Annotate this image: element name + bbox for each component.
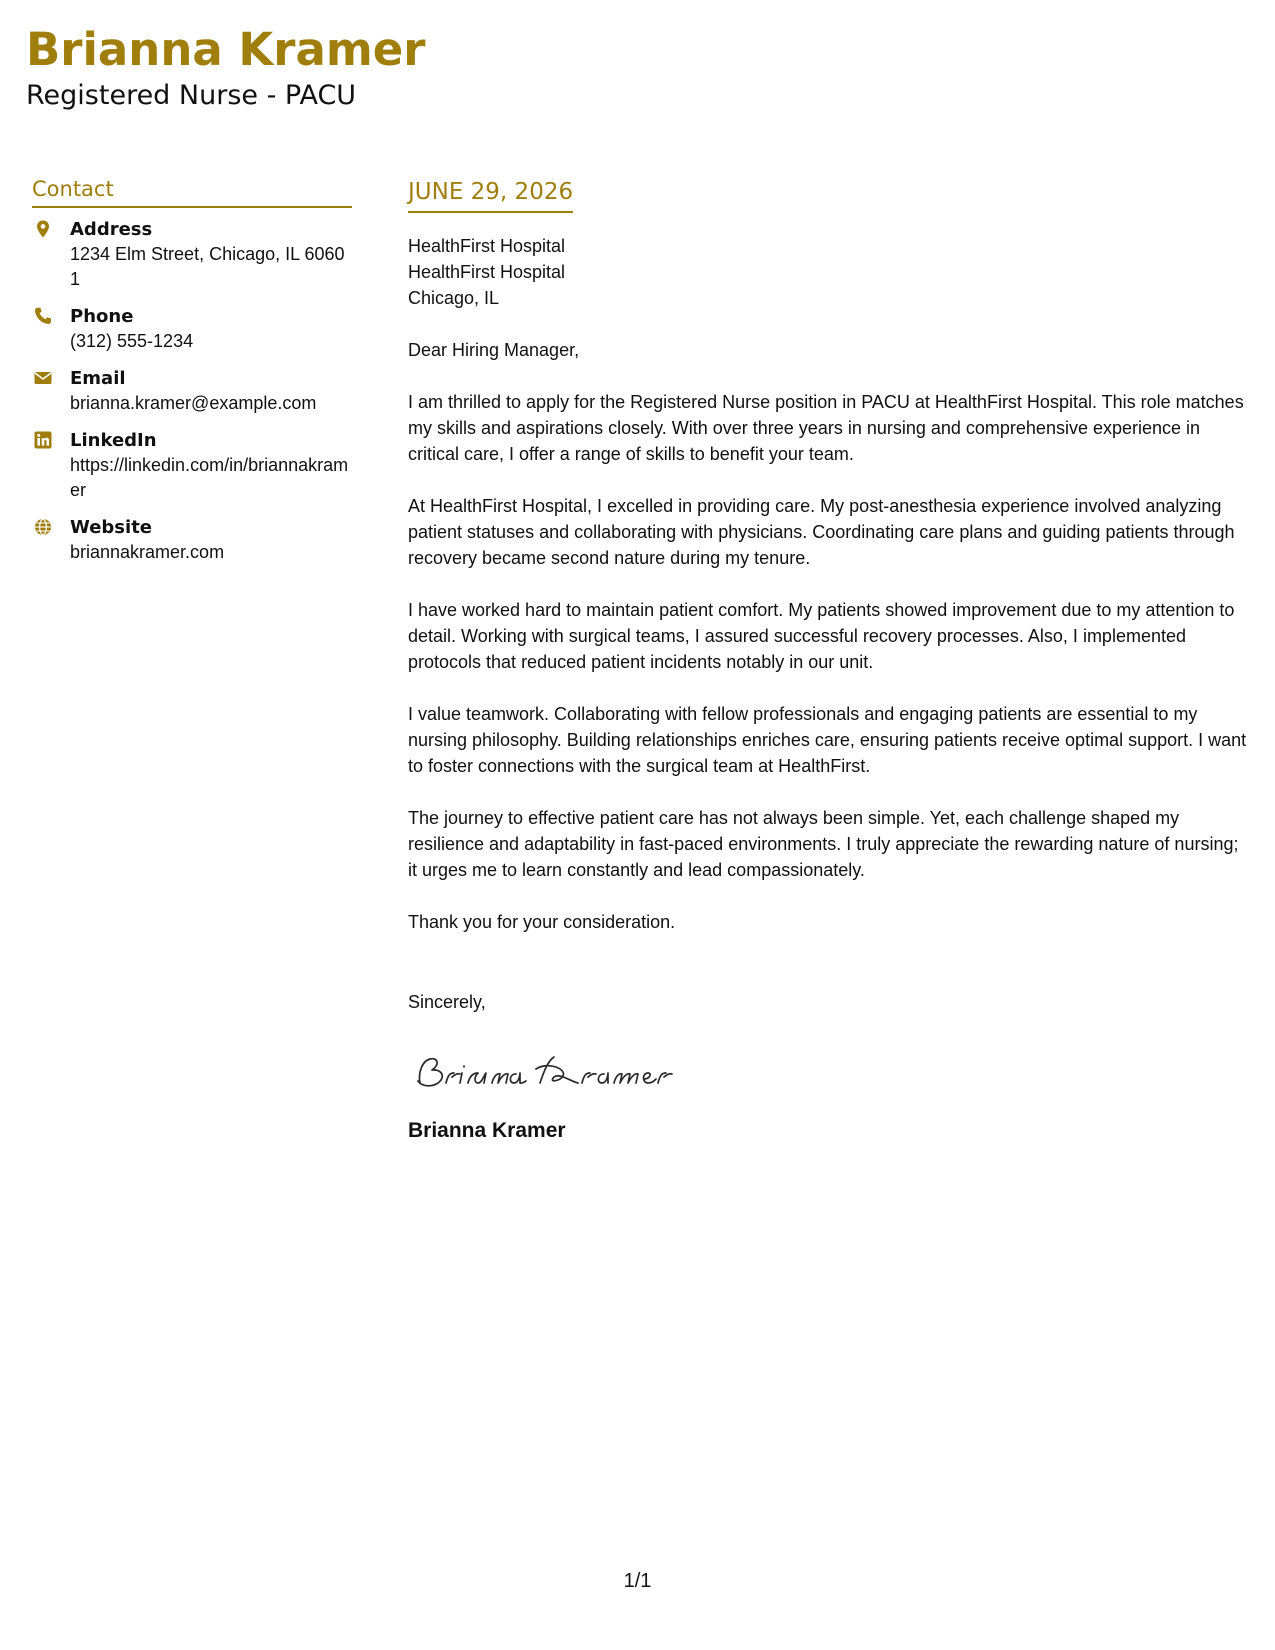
contact-heading: Contact [32, 172, 352, 208]
salutation: Dear Hiring Manager, [408, 340, 580, 360]
letter-body [408, 175, 1248, 1145]
contact-label: LinkedIn [70, 430, 157, 451]
globe-icon [34, 518, 52, 536]
contact-value: brianna.kramer@example.com [70, 393, 317, 413]
contact-value: (312) 555-1234 [70, 331, 194, 351]
body-paragraph: I have worked hard to maintain patient comfort. My patients showed improvement due to my attention to detail. Working with surgical teams, I assured successful recovery processes. Also, I implemented protocols that reduced patient incidents notably in our unit. [408, 600, 1235, 672]
map-pin-icon [34, 220, 52, 238]
handwritten-signature [408, 1043, 678, 1099]
contact-label: Address [70, 219, 153, 240]
recipient-line: HealthFirst Hospital [408, 236, 566, 256]
recipient-line: HealthFirst Hospital [408, 262, 566, 282]
contact-list [32, 218, 352, 565]
sign-off: Sincerely, [408, 992, 486, 1012]
contact-label: Phone [70, 306, 134, 327]
contact-item-phone [32, 305, 352, 354]
closing-line: Thank you for your consideration. [408, 912, 676, 932]
recipient-line: Chicago, IL [408, 288, 500, 308]
contact-value: https://linkedin.com/in/briannakramer [70, 455, 349, 500]
letter-date: JUNE 29, 2026 [408, 175, 573, 213]
envelope-icon [34, 369, 52, 387]
contact-item-website [32, 516, 352, 565]
contact-label: Website [70, 517, 153, 538]
linkedin-icon [34, 431, 52, 449]
contact-label: Email [70, 368, 126, 389]
body-paragraph: The journey to effective patient care has not always been simple. Yet, each challenge shaped my resilience and adaptability in fast-paced environments. I truly appreciate the rewarding nature of nursing; it urges me to learn constantly and lead compassionately. [408, 808, 1239, 880]
contact-sidebar [32, 172, 352, 578]
phone-icon [34, 307, 52, 325]
header [26, 22, 425, 114]
contact-item-email [32, 367, 352, 416]
body-paragraph: I am thrilled to apply for the Registered Nurse position in PACU at HealthFirst Hospital. This role matches my skills and aspirations closely. With over three years in nursing and comprehensive experience in critical care, I offer a range of skills to benefit your team. [408, 392, 1244, 464]
contact-value: briannakramer.com [70, 542, 225, 562]
recipient-block [408, 233, 1248, 311]
job-title: Registered Nurse - PACU [26, 80, 357, 111]
contact-item-address [32, 218, 352, 292]
page-number: 1/1 [623, 1570, 652, 1592]
body-paragraph: At HealthFirst Hospital, I excelled in providing care. My post-anesthesia experience involved analyzing patient statuses and collaborating with physicians. Coordinating care plans and guiding patients through recovery became second nature during my tenure. [408, 496, 1235, 568]
signer-name: Brianna Kramer [408, 1119, 566, 1142]
applicant-name: Brianna Kramer [26, 23, 426, 76]
contact-item-linkedin [32, 429, 352, 503]
contact-value: 1234 Elm Street, Chicago, IL 60601 [70, 244, 345, 289]
body-paragraph: I value teamwork. Collaborating with fellow professionals and engaging patients are essential to my nursing philosophy. Building relationships enriches care, ensuring patients receive optimal support. I want to foster connections with the surgical team at HealthFirst. [408, 704, 1247, 776]
